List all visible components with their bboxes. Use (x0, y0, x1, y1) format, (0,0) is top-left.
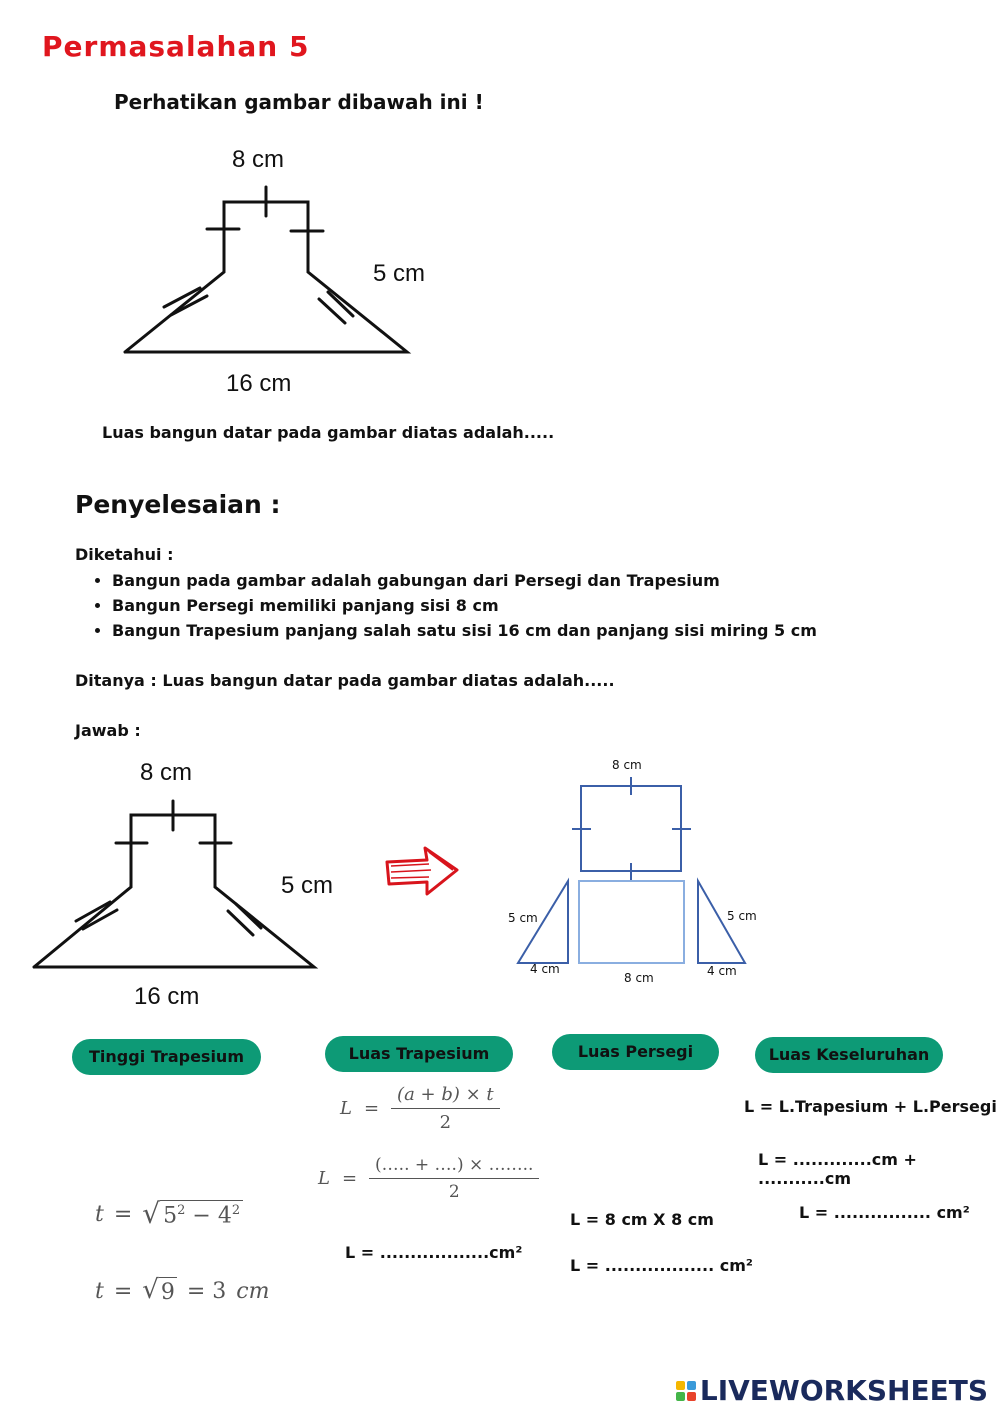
exponent: 2 (177, 1203, 186, 1218)
denominator: 2 (448, 1182, 460, 1202)
denominator: 2 (439, 1112, 452, 1133)
trapesium-formula-1 (340, 1084, 500, 1133)
right-slant-label: 5 cm (727, 909, 757, 923)
minus-sign: − (192, 1203, 211, 1229)
equals-sign: = (113, 1278, 133, 1304)
numerator[interactable]: (….. + ….) × …….. (369, 1155, 539, 1179)
known-list (90, 568, 817, 643)
answer-blank[interactable]: ............. (792, 1150, 872, 1169)
unit-plus: cm + (871, 1150, 917, 1169)
square-shape (581, 786, 681, 871)
list-item: • Bangun Trapesium panjang salah satu sisi 16 cm dan panjang sisi miring 5 cm (112, 618, 817, 643)
sqrt-expression: √ 9 (142, 1275, 175, 1305)
keseluruhan-line-2 (758, 1150, 1000, 1188)
persegi-line-1: L = 8 cm X 8 cm (570, 1210, 714, 1229)
instruction: Perhatikan gambar dibawah ini ! (114, 90, 484, 114)
result-unit: cm² (489, 1243, 523, 1262)
asked-text: Ditanya : Luas bangun datar pada gambar diatas adalah..... (75, 671, 615, 690)
shape-outline (125, 202, 407, 352)
right-base-label: 4 cm (707, 964, 737, 978)
persegi-line-2 (570, 1256, 753, 1275)
solution-heading: Penyelesaian : (75, 490, 281, 519)
figure1-side-label: 5 cm (373, 260, 426, 287)
unit: cm (236, 1278, 270, 1304)
trapesium-formula-2 (318, 1155, 539, 1202)
figure2-bottom-label: 16 cm (134, 983, 200, 1010)
sqrt-expression: √ $5^2 - 4^2$ (142, 1200, 243, 1228)
logo-text: LIVEWORKSHEETS (699, 1374, 988, 1407)
L-variable: L (340, 1098, 352, 1119)
pill-tinggi-trapesium: Tinggi Trapesium (72, 1039, 261, 1075)
list-item: • Bangun pada gambar adalah gabungan dari Persegi dan Trapesium (112, 568, 817, 593)
known-heading: Diketahui : (75, 545, 174, 564)
answer-blank[interactable]: .................. (379, 1243, 490, 1262)
rectangle-shape (579, 881, 684, 963)
t-variable: t (95, 1278, 104, 1304)
answer-blank[interactable]: .................. (604, 1256, 715, 1275)
rect-base-label: 8 cm (624, 971, 654, 985)
radicand-4: 4 (217, 1203, 232, 1229)
answer-label: Jawab : (75, 721, 141, 740)
tinggi-formula-1 (95, 1197, 243, 1230)
numerator: (a + b) × t (391, 1084, 500, 1109)
t-variable: t (95, 1201, 104, 1227)
fraction (369, 1155, 539, 1202)
shape-outline (34, 815, 314, 967)
figure-3 (505, 755, 775, 990)
arrow-right-icon (383, 842, 463, 904)
square-label: 8 cm (612, 758, 642, 772)
keseluruhan-line-1: L = L.Trapesium + L.Persegi (744, 1097, 997, 1116)
equals-sign: = (113, 1201, 133, 1227)
pill-luas-trapesium: Luas Trapesium (325, 1036, 513, 1072)
list-item: • Bangun Persegi memiliki panjang sisi 8 cm (112, 593, 817, 618)
equals-sign: = (341, 1168, 358, 1189)
result-prefix: L = (799, 1203, 834, 1222)
liveworksheets-logo (676, 1374, 988, 1407)
exponent: 2 (231, 1203, 241, 1218)
decomposition-diagram (505, 755, 775, 990)
radicand-9: 9 (159, 1277, 177, 1305)
double-tick-mark (236, 904, 261, 928)
radicand-5: 5 (163, 1203, 178, 1229)
pill-luas-persegi: Luas Persegi (552, 1034, 719, 1070)
result-prefix: L = (345, 1243, 380, 1262)
keseluruhan-line-3 (799, 1203, 970, 1222)
tinggi-formula-2 (95, 1277, 269, 1305)
equals-sign: = (363, 1098, 380, 1119)
L-variable: L (318, 1168, 330, 1189)
pill-luas-keseluruhan: Luas Keseluruhan (755, 1037, 943, 1073)
result-prefix: L = (570, 1256, 605, 1275)
figure2-top-label: 8 cm (140, 759, 193, 786)
result-value: = 3 (186, 1278, 227, 1304)
figure1-bottom-label: 16 cm (226, 370, 292, 397)
answer-blank[interactable]: ................ (833, 1203, 931, 1222)
trapesium-result (345, 1243, 522, 1262)
result-unit: cm² (931, 1203, 970, 1222)
result-prefix: L = (758, 1150, 793, 1169)
question-text: Luas bangun datar pada gambar diatas adalah..... (102, 423, 555, 442)
fraction (391, 1084, 500, 1133)
figure1-top-label: 8 cm (232, 146, 285, 173)
left-slant-label: 5 cm (508, 911, 538, 925)
left-base-label: 4 cm (530, 962, 560, 976)
answer-blank[interactable]: ........... (758, 1169, 825, 1188)
unit: cm (824, 1169, 852, 1188)
page-title: Permasalahan 5 (42, 30, 310, 63)
figure2-side-label: 5 cm (281, 872, 334, 899)
logo-icon (676, 1381, 696, 1401)
result-unit: cm² (714, 1256, 753, 1275)
